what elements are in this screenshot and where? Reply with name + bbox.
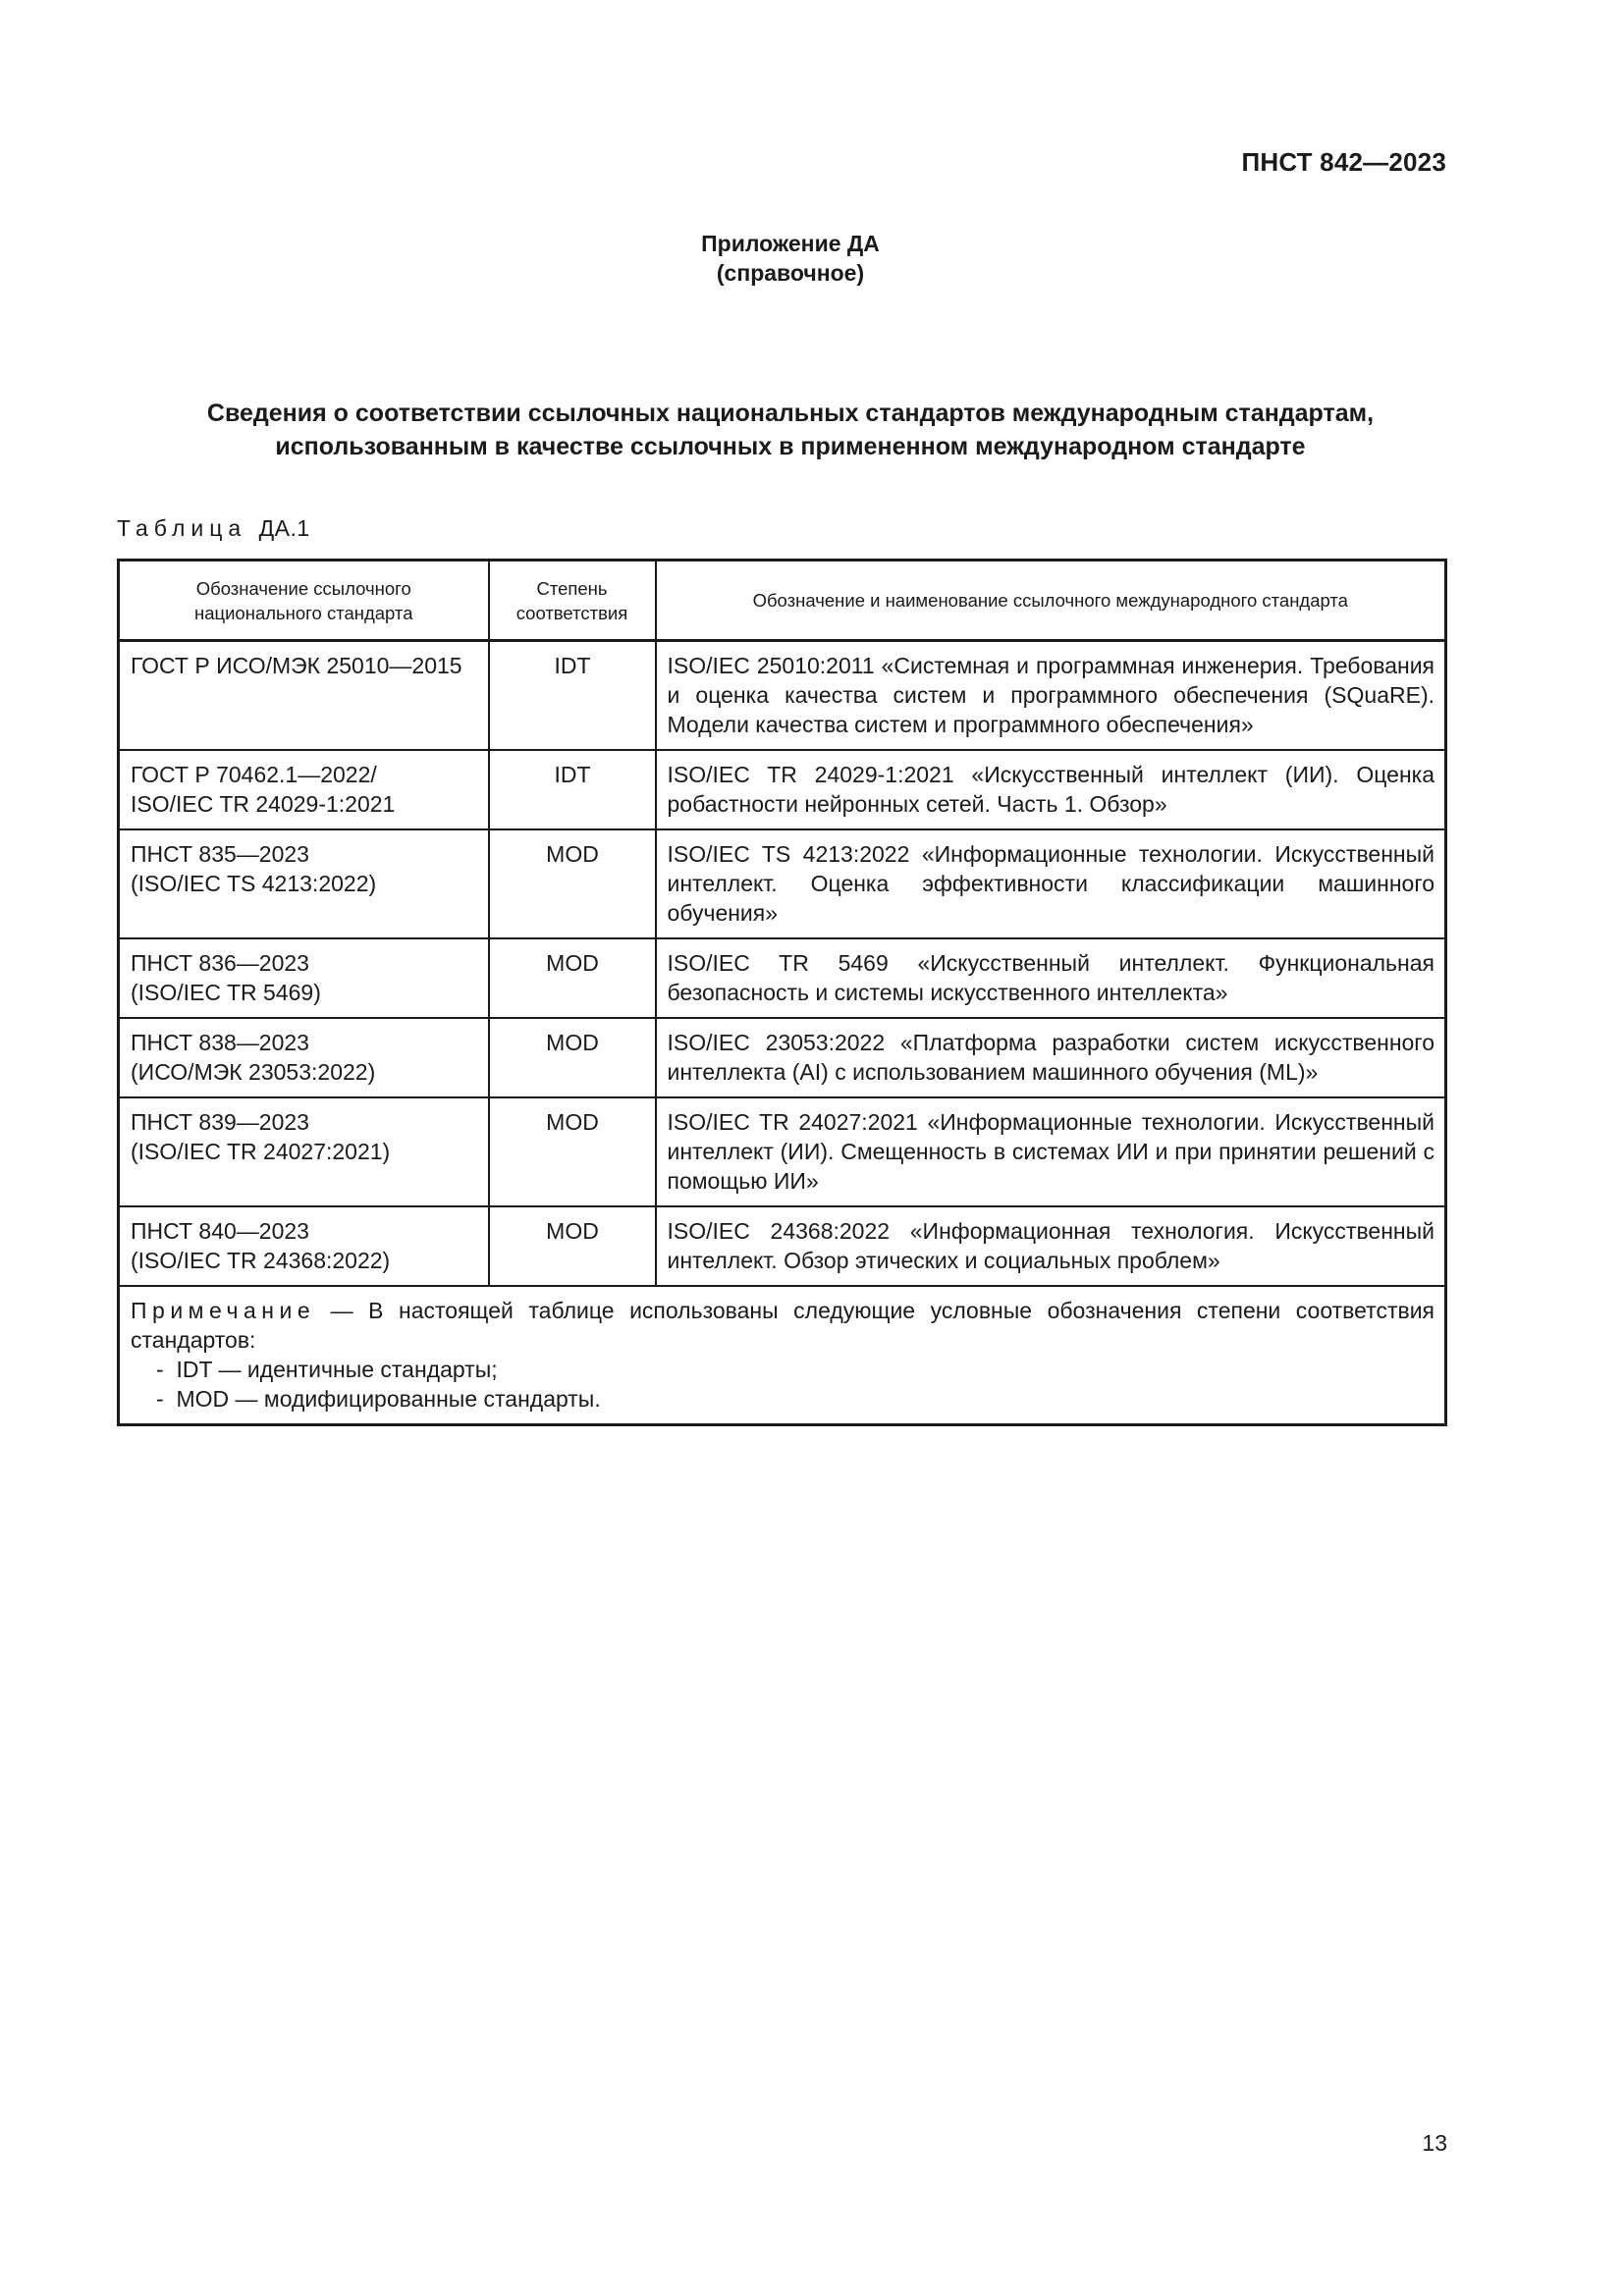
international-standard-text: ISO/IEC 25010:2011 «Системная и программная инженерия. Требования и оценка качества систем и программного обеспечения (SQuaRE). Модели качества систем и программного обеспечения» [667,653,1435,737]
header-degree-line-1: Степень [536,577,608,599]
international-standard-text: ISO/IEC TR 5469 «Искусственный интеллект. Функциональная безопасность и системы искусственного интеллекта» [667,950,1435,1005]
national-standard-cell [119,938,489,1018]
degree-cell: MOD [489,1206,656,1286]
annex-title: Приложение ДА [701,231,880,256]
standards-correspondence-table [117,559,1447,1426]
international-standard-text: ISO/IEC TS 4213:2022 «Информационные технологии. Искусственный интеллект. Оценка эффективности классификации машинного обучения» [667,841,1435,926]
section-heading-line-2: использованным в качестве ссылочных в примененном международном стандарте [275,433,1306,460]
note-paragraph [131,1296,1435,1355]
table-note [119,1286,1446,1425]
table-row [119,1206,1446,1286]
degree-cell: IDT [489,641,656,751]
degree-cell: IDT [489,750,656,829]
national-standard-line: ПНСТ 835—2023 [131,841,309,867]
header-international-standard: Обозначение и наименование ссылочного международного стандарта [656,561,1446,641]
national-standard-line: ПНСТ 838—2023 [131,1030,309,1055]
degree-cell: MOD [489,938,656,1018]
table-header-row [119,561,1446,641]
document-number: ПНСТ 842—2023 [1241,147,1446,177]
national-standard-cell [119,1206,489,1286]
international-standard-cell [656,829,1446,938]
degree-cell: MOD [489,829,656,938]
table-row [119,829,1446,938]
international-standard-text: ISO/IEC TR 24029-1:2021 «Искусственный интеллект (ИИ). Оценка робастности нейронных сетей. Часть 1. Обзор» [667,762,1435,817]
national-standard-cell [119,1097,489,1206]
annex-kind: (справочное) [716,260,865,286]
note-list-item: - MOD — модифицированные стандарты. [131,1384,1435,1414]
national-standard-line: ПНСТ 836—2023 [131,950,309,976]
header-national-line-1: Обозначение ссылочного [195,577,411,599]
national-standard-line: ISO/IEC TR 24029-1:2021 [131,791,396,817]
international-standard-text: ISO/IEC 23053:2022 «Платформа разработки систем искусственного интеллекта (AI) с использованием машинного обучения (ML)» [667,1030,1435,1085]
header-degree-line-2: соответствия [515,602,628,623]
international-standard-text: ISO/IEC 24368:2022 «Информационная технология. Искусственный интеллект. Обзор этических и социальных проблем» [667,1218,1435,1273]
national-standard-cell [119,829,489,938]
table-caption-number: ДА.1 [258,515,310,541]
national-standard-line: (ISO/IEC TS 4213:2022) [131,871,377,896]
table-row [119,750,1446,829]
national-standard-line: (ИСО/МЭК 23053:2022) [131,1059,376,1085]
note-label: Примечание [131,1298,316,1323]
note-text: — В настоящей таблице использованы следующие условные обозначения степени соответствия стандартов: [131,1298,1435,1353]
table-caption-label: Таблица [117,515,247,541]
national-standard-line: ГОСТ Р 70462.1—2022/ [131,762,377,787]
degree-cell: MOD [489,1018,656,1097]
section-heading [0,397,1581,463]
national-standard-cell [119,1018,489,1097]
national-standard-line: (ISO/IEC TR 5469) [131,980,321,1005]
note-list-item: - IDT — идентичные стандарты; [131,1355,1435,1384]
table-row [119,1097,1446,1206]
international-standard-cell [656,1206,1446,1286]
international-standard-cell [656,750,1446,829]
international-standard-text: ISO/IEC TR 24027:2021 «Информационные технологии. Искусственный интеллект (ИИ). Смещенность в системах ИИ и при принятии решений с помощью ИИ» [667,1109,1435,1194]
national-standard-line: ПНСТ 839—2023 [131,1109,309,1135]
table-row [119,938,1446,1018]
table-row [119,641,1446,751]
international-standard-cell [656,938,1446,1018]
international-standard-cell [656,1097,1446,1206]
page-number: 13 [1422,2130,1447,2156]
table-note-row [119,1286,1446,1425]
table-row [119,1018,1446,1097]
header-national-standard [119,561,489,641]
national-standard-line: ПНСТ 840—2023 [131,1218,309,1244]
national-standard-line: ГОСТ Р ИСО/МЭК 25010—2015 [131,653,462,678]
degree-cell: MOD [489,1097,656,1206]
international-standard-cell [656,1018,1446,1097]
annex-heading [0,229,1581,288]
national-standard-line: (ISO/IEC TR 24368:2022) [131,1248,391,1273]
international-standard-cell [656,641,1446,751]
section-heading-line-1: Сведения о соответствии ссылочных национальных стандартов международным стандартам, [206,400,1375,427]
table-caption [117,515,310,542]
national-standard-cell [119,641,489,751]
national-standard-cell [119,750,489,829]
national-standard-line: (ISO/IEC TR 24027:2021) [131,1139,391,1164]
header-national-line-2: национального стандарта [194,602,413,623]
header-degree [489,561,656,641]
